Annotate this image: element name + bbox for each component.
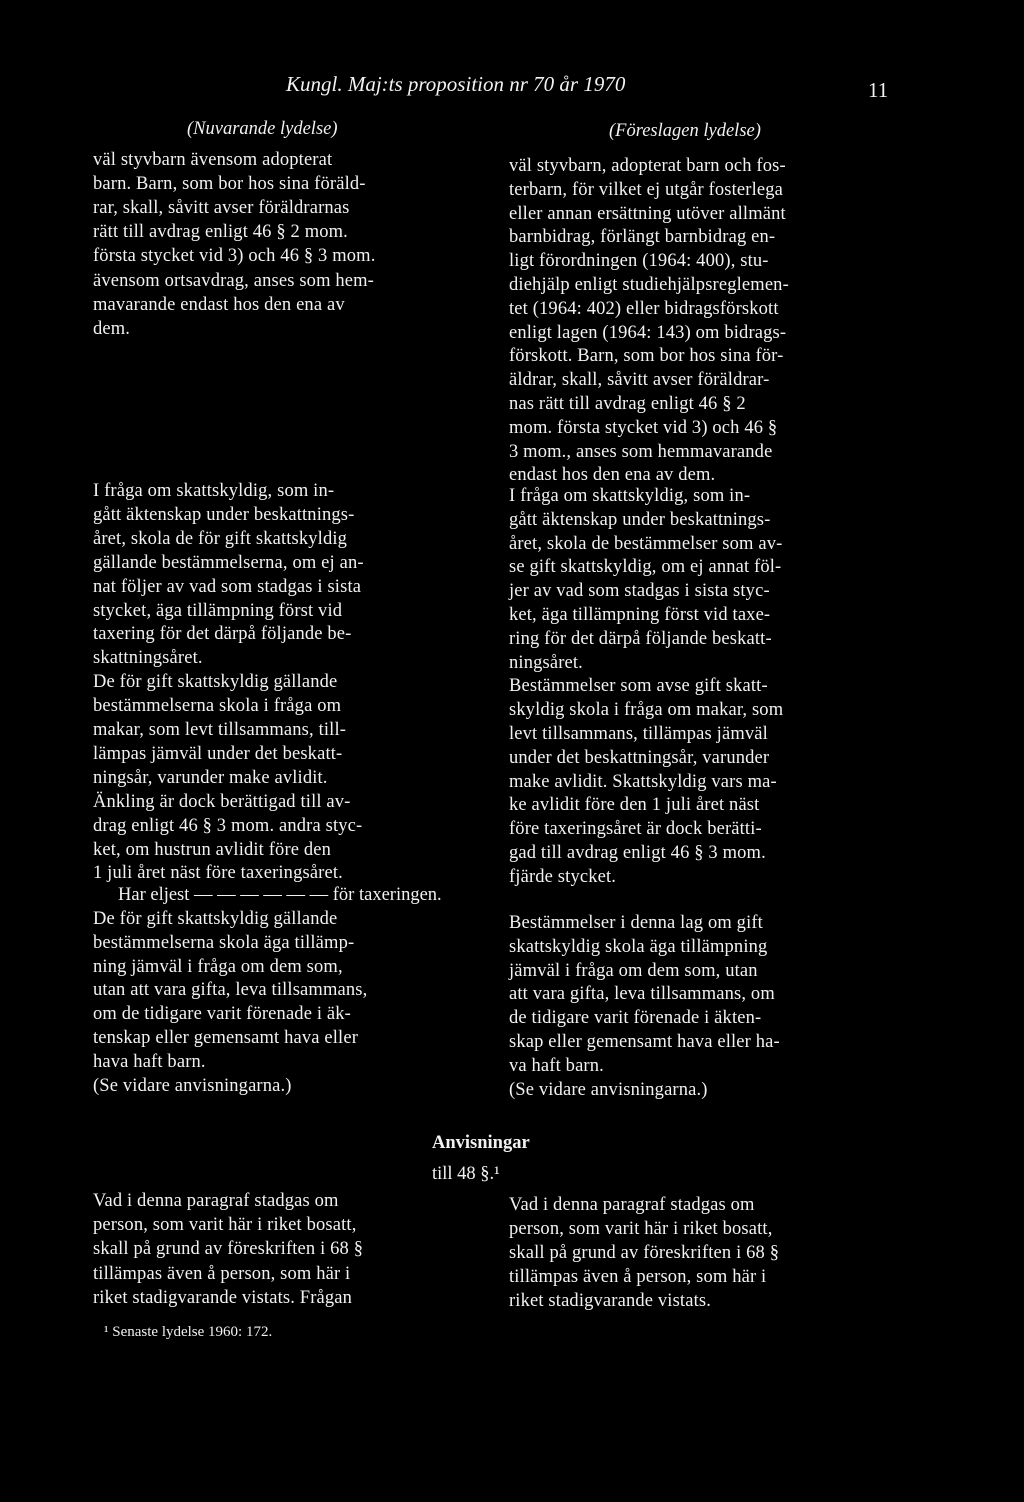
text-line: (Se vidare anvisningarna.) xyxy=(93,1075,292,1096)
text-line: under det beskattningsår, varunder xyxy=(509,747,770,768)
text-line: gad till avdrag enligt 46 § 3 mom. xyxy=(509,843,766,863)
text-line: gått äktenskap under beskattnings- xyxy=(93,504,355,525)
text-line: 1 juli året näst före taxeringsåret. xyxy=(93,863,343,884)
text-line: ring för det därpå följande beskatt- xyxy=(509,628,772,649)
text-line: Vad i denna paragraf stadgas om xyxy=(509,1195,755,1215)
text-line: eller annan ersättning utöver allmänt xyxy=(509,203,786,224)
text-line: De för gift skattskyldig gällande xyxy=(93,672,338,693)
text-line: enligt lagen (1964: 143) om bidrags- xyxy=(509,322,787,343)
text-line: rätt till avdrag enligt 46 § 2 mom. xyxy=(93,222,348,243)
text-line: lämpas jämväl under det beskatt- xyxy=(93,743,343,764)
text-line: Änkling är dock berättigad till av- xyxy=(93,791,351,812)
text-line: nas rätt till avdrag enligt 46 § 2 xyxy=(509,394,746,414)
text-line: äldrar, skall, såvitt avser föräldrar- xyxy=(509,370,770,391)
text-line: riket stadigvarande vistats. Frågan xyxy=(93,1287,353,1308)
text-line: före taxeringsåret är dock berätti- xyxy=(509,819,762,840)
text-line: va haft barn. xyxy=(509,1055,604,1076)
text-line: ket, äga tillämpning först vid taxe- xyxy=(509,605,771,625)
text-line: terbarn, för vilket ej utgår fosterlega xyxy=(509,179,783,200)
text-line: nat följer av vad som stadgas i sista xyxy=(93,576,362,597)
text-line: att vara gifta, leva tillsammans, om xyxy=(509,984,775,1005)
text-line: person, som varit här i riket bosatt, xyxy=(509,1219,773,1239)
text-line: gällande bestämmelserna, om ej an- xyxy=(93,552,364,573)
text-line: jer av vad som stadgas i sista styc- xyxy=(509,581,770,602)
text-line: ning jämväl i fråga om dem som, xyxy=(93,956,343,977)
text-line: ningsåret. xyxy=(509,652,583,673)
text-line: skall på grund av föreskriften i 68 § xyxy=(93,1239,364,1260)
text-line: Vad i denna paragraf stadgas om xyxy=(93,1191,339,1211)
text-line: makar, som levt tillsammans, till- xyxy=(93,720,347,740)
text-line: om de tidigare varit förenade i äk- xyxy=(93,1004,351,1025)
text-line: mavarande endast hos den ena av xyxy=(93,294,345,315)
text-line: riket stadigvarande vistats. xyxy=(509,1291,711,1311)
text-line: I fråga om skattskyldig, som in- xyxy=(509,486,751,506)
text-line: tillämpas även å person, som här i xyxy=(509,1267,767,1287)
text-line: skattskyldig skola äga tillämpning xyxy=(509,936,768,957)
text-line: gått äktenskap under beskattnings- xyxy=(509,509,771,530)
text-line: året, skola de för gift skattskyldig xyxy=(93,528,348,549)
text-line: första stycket vid 3) och 46 § 3 mom. xyxy=(93,246,376,267)
text-line: levt tillsammans, tillämpas jämväl xyxy=(509,724,768,744)
text-line: skattningsåret. xyxy=(93,648,203,669)
text-line: 3 mom., anses som hemmavarande xyxy=(509,441,773,462)
text-line: fjärde stycket. xyxy=(509,866,617,887)
text-line: taxering för det därpå följande be- xyxy=(93,624,352,645)
text-line: (Se vidare anvisningarna.) xyxy=(509,1079,708,1100)
text-line: make avlidit. Skattskyldig vars ma- xyxy=(509,771,777,792)
text-line: ke avlidit före den 1 juli året näst xyxy=(509,795,760,816)
text-line: I fråga om skattskyldig, som in- xyxy=(93,481,335,501)
text-line: hava haft barn. xyxy=(93,1051,206,1072)
text-line: rar, skall, såvitt avser föräldrarnas xyxy=(93,198,350,219)
text-line: Bestämmelser i denna lag om gift xyxy=(509,913,763,933)
text-line: ket, om hustrun avlidit före den xyxy=(93,839,332,860)
text-line: tillämpas även å person, som här i xyxy=(93,1263,351,1284)
text-line: barnbidrag, förlängt barnbidrag en- xyxy=(509,227,776,248)
left-column-title: (Nuvarande lydelse) xyxy=(187,119,338,139)
text-line: drag enligt 46 § 3 mom. andra styc- xyxy=(93,815,363,836)
text-line: diehjälp enligt studiehjälpsreglemen- xyxy=(509,275,789,295)
text-line: person, som varit här i riket bosatt, xyxy=(93,1215,357,1236)
text-line: bestämmelserna skola äga tillämp- xyxy=(93,932,355,953)
text-line: förskott. Barn, som bor hos sina för- xyxy=(509,346,784,367)
text-line: dem. xyxy=(93,318,131,339)
text-line: mom. första stycket vid 3) och 46 § xyxy=(509,417,778,438)
text-line: väl styvbarn ävensom adopterat xyxy=(93,150,333,170)
anvisningar-subtitle: till 48 §.¹ xyxy=(432,1164,500,1184)
text-line: ligt förordningen (1964: 400), stu- xyxy=(509,251,769,272)
right-column-title: (Föreslagen lydelse) xyxy=(609,121,761,141)
footnote: ¹ Senaste lydelse 1960: 172. xyxy=(104,1324,273,1340)
text-line: ningsår, varunder make avlidit. xyxy=(93,767,328,788)
text-line: skap eller gemensamt hava eller ha- xyxy=(509,1032,780,1052)
text-line: endast hos den ena av dem. xyxy=(509,465,716,486)
text-line: stycket, äga tillämpning först vid xyxy=(93,600,343,621)
shared-line: Har eljest — — — — — — för taxeringen. xyxy=(118,885,442,905)
text-line: tet (1964: 402) eller bidragsförskott xyxy=(509,298,779,319)
text-line: barn. Barn, som bor hos sina föräld- xyxy=(93,174,366,195)
text-line: bestämmelserna skola i fråga om xyxy=(93,696,342,717)
text-line: jämväl i fråga om dem som, utan xyxy=(509,960,758,981)
text-line: skyldig skola i fråga om makar, som xyxy=(509,700,784,721)
text-line: de tidigare varit förenade i äkten- xyxy=(509,1008,762,1029)
text-line: skall på grund av föreskriften i 68 § xyxy=(509,1243,780,1263)
text-line: Bestämmelser som avse gift skatt- xyxy=(509,676,768,697)
text-line: tenskap eller gemensamt hava eller xyxy=(93,1028,359,1048)
text-line: ävensom ortsavdrag, anses som hem- xyxy=(93,270,374,291)
page-number: 11 xyxy=(868,78,889,102)
anvisningar-title: Anvisningar xyxy=(432,1133,530,1153)
running-title: Kungl. Maj:ts proposition nr 70 år 1970 xyxy=(286,72,626,96)
text-line: året, skola de bestämmelser som av- xyxy=(509,533,783,554)
text-line: väl styvbarn, adopterat barn och fos- xyxy=(509,156,786,176)
text-line: se gift skattskyldig, om ej annat föl- xyxy=(509,557,782,578)
text-line: De för gift skattskyldig gällande xyxy=(93,909,338,929)
text-line: utan att vara gifta, leva tillsammans, xyxy=(93,980,368,1001)
